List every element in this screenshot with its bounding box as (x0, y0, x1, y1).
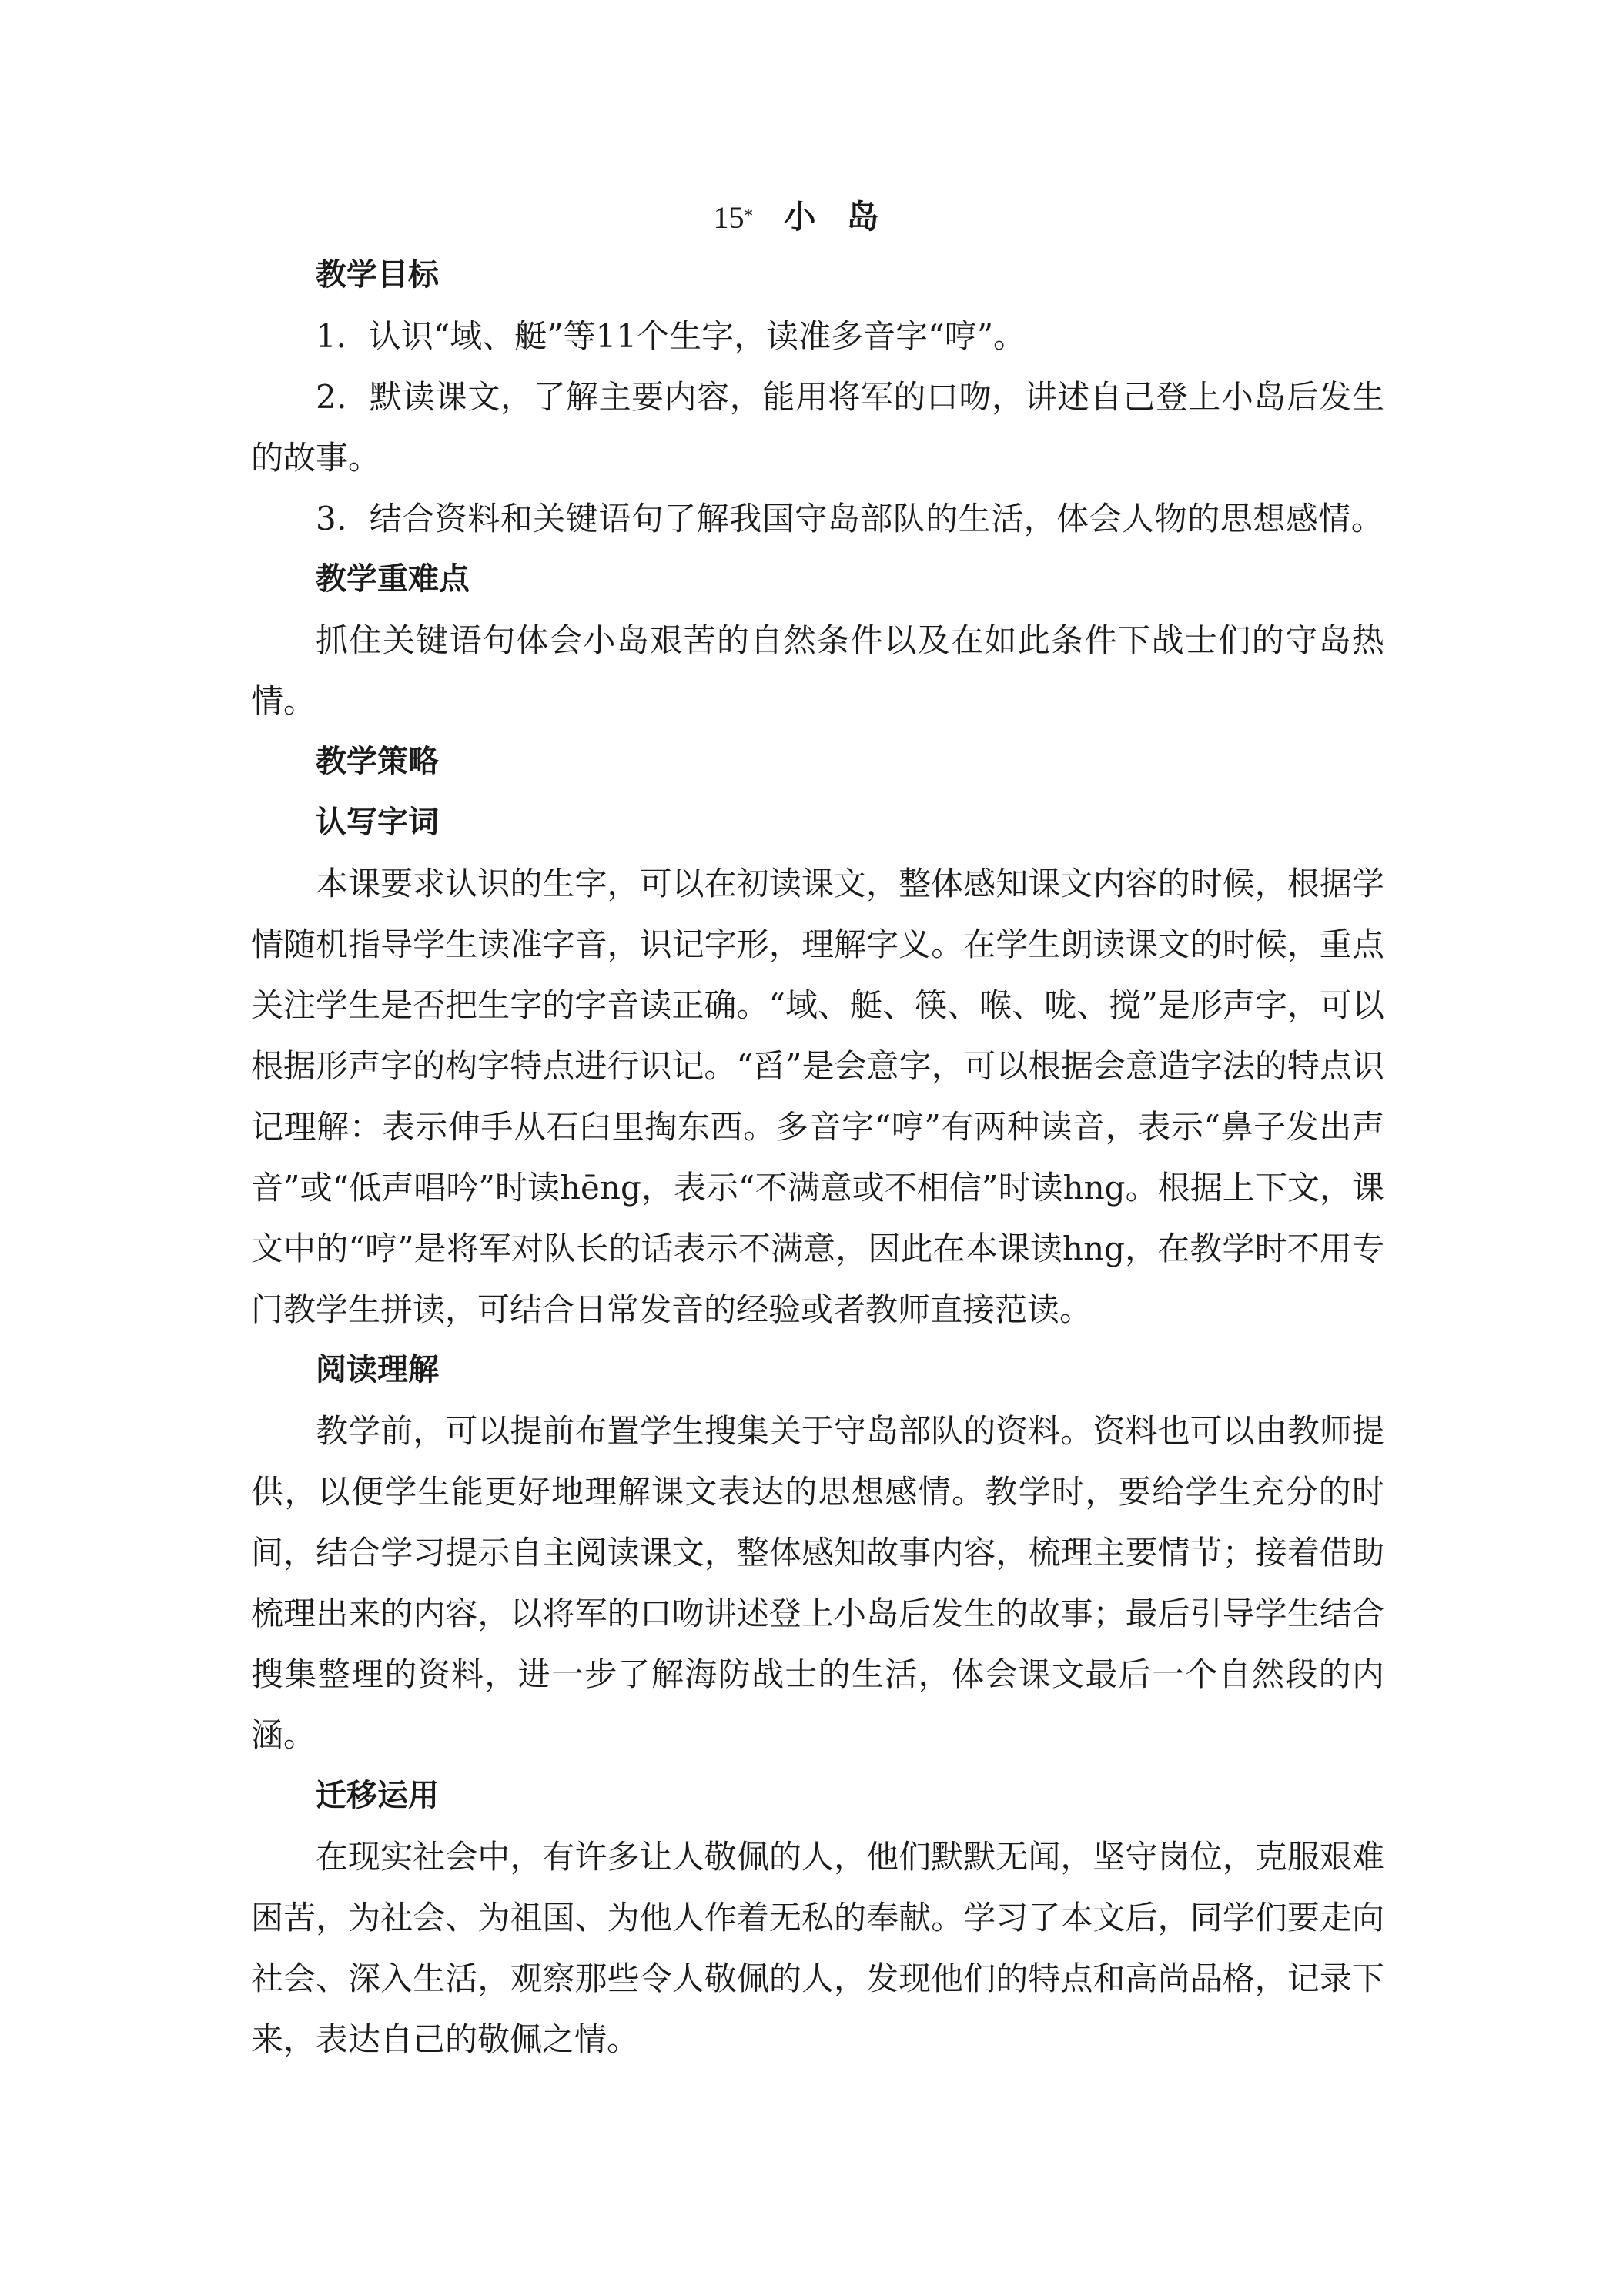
key-points-text: 抓住关键语句体会小岛艰苦的自然条件以及在如此条件下战士们的守岛热情。 (251, 621, 1384, 720)
section-heading-reading: 阅读理解 (316, 1352, 439, 1387)
section-heading-key-points: 教学重难点 (316, 561, 470, 597)
lesson-mark: * (744, 207, 753, 226)
transfer-text: 在现实社会中，有许多让人敬佩的人，他们默默无闻，坚守岗位，克服艰难困苦，为社会、为祖国、为他人作着无私的奉献。学习了本文后，同学们要走向社会、深入生活，观察那些令人敬佩的人，发现他们的特点和高尚品格，记录下来，表达自己的敬佩之情。 (251, 1838, 1384, 2058)
vocabulary-text: 本课要求认识的生字，可以在初读课文，整体感知课文内容的时候，根据学情随机指导学生读准字音，识记字形，理解字义。在学生朗读课文的时候，重点关注学生是否把生字的字音读正确。“域、艇、筷、喉、咙、搅”是形声字，可以根据形声字的构字特点进行识记。“舀”是会意字，可以根据会意造字法的特点识记理解：表示伸手从石臼里掏东西。多音字“哼”有两种读音，表示“鼻子发出声音”或“低声唱吟”时读hēng，表示“不满意或不相信”时读hng。根据上下文，课文中的“哼”是将军对队长的话表示不满意，因此在本课读hng，在教学时不用专门教学生拼读，可结合日常发音的经验或者教师直接范读。 (251, 865, 1384, 1328)
lesson-number: 15 (713, 200, 745, 235)
lesson-body (251, 245, 1384, 2070)
section-heading-objectives: 教学目标 (316, 257, 439, 293)
section-heading-transfer: 迁移运用 (316, 1778, 439, 1813)
objective-3: 3．结合资料和关键语句了解我国守岛部队的生活，体会人物的思想感情。 (316, 500, 1384, 537)
reading-text: 教学前，可以提前布置学生搜集关于守岛部队的资料。资料也可以由教师提供，以便学生能更好地理解课文表达的思想感情。教学时，要给学生充分的时间，结合学习提示自主阅读课文，整体感知故事内容，梳理主要情节；接着借助梳理出来的内容，以将军的口吻讲述登上小岛后发生的故事；最后引导学生结合搜集整理的资料，进一步了解海防战士的生活，体会课文最后一个自然段的内涵。 (251, 1412, 1384, 1754)
objective-1: 1．认识“域、艇”等11个生字，读准多音字“哼”。 (316, 317, 1026, 355)
objective-2: 2．默读课文，了解主要内容，能用将军的口吻，讲述自己登上小岛后发生的故事。 (251, 378, 1384, 477)
section-heading-vocabulary: 认写字词 (316, 805, 439, 840)
section-heading-strategy: 教学策略 (316, 744, 439, 779)
lesson-title (0, 194, 1623, 246)
lesson-name: 小岛 (783, 198, 910, 236)
